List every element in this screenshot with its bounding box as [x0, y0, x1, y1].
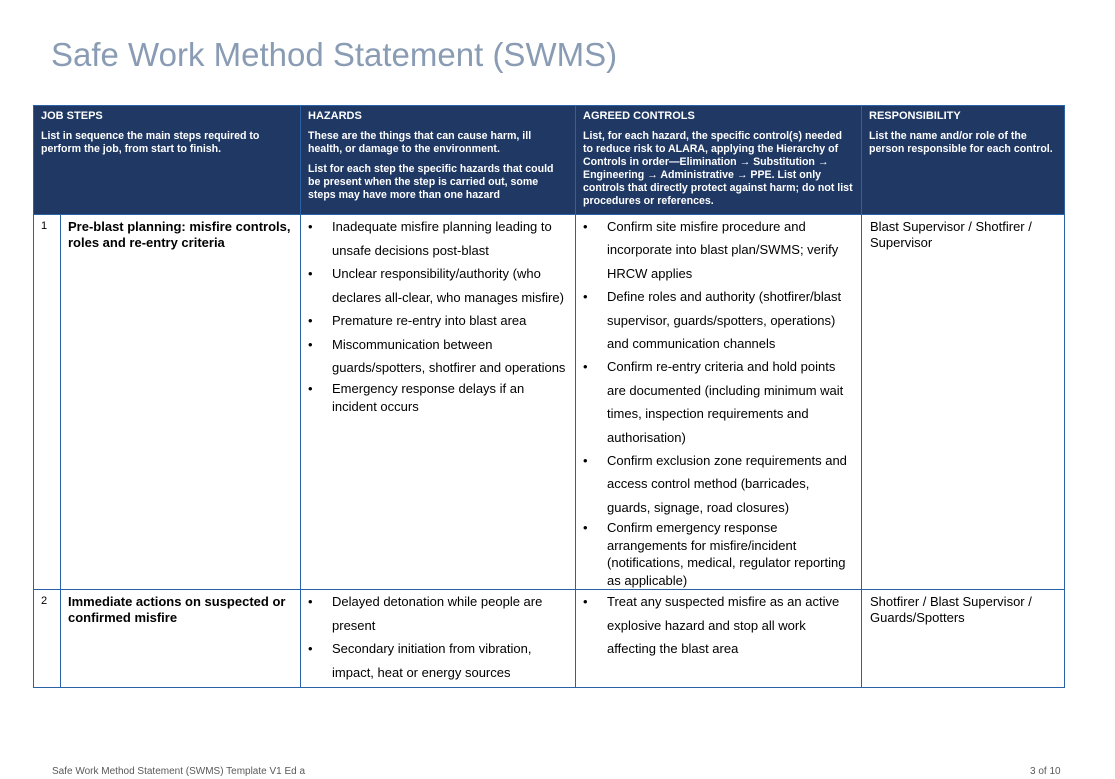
- hazard-item: • Premature re-entry into blast area: [305, 309, 569, 333]
- control-item: • Treat any suspected misfire as an active explosive hazard and stop all work affecting the blast area: [580, 590, 855, 660]
- header-row: [34, 106, 1065, 215]
- header-responsibility: [862, 106, 1065, 215]
- header-job-steps: [34, 106, 301, 215]
- control-item: • Confirm site misfire procedure and incorporate into blast plan/SWMS; verify HRCW applies: [580, 215, 855, 285]
- controls-cell: [576, 590, 862, 688]
- table-row: [34, 590, 1065, 688]
- header-responsibility-title: RESPONSIBILITY: [869, 110, 961, 122]
- header-responsibility-desc: List the name and/or role of the person responsible for each control.: [869, 130, 1053, 155]
- header-job-steps-title: JOB STEPS: [41, 110, 103, 122]
- hazards-cell: [301, 590, 576, 688]
- step-number: 1: [34, 215, 61, 590]
- hazard-item: • Emergency response delays if an incident occurs: [305, 380, 569, 416]
- header-hazards-desc-2: List for each step the specific hazards that could be present when the step is carried out, some steps may have more than one hazard: [308, 163, 554, 201]
- footer-document-name: Safe Work Method Statement (SWMS) Template V1 Ed a: [52, 766, 306, 777]
- step-number: 2: [34, 590, 61, 688]
- controls-list: [580, 215, 855, 589]
- header-hazards-desc-1: These are the things that can cause harm, ill health, or damage to the environment.: [308, 130, 532, 155]
- hazard-item: • Inadequate misfire planning leading to unsafe decisions post-blast: [305, 215, 569, 262]
- control-item: • Define roles and authority (shotfirer/blast supervisor, guards/spotters, operations) and communication channels: [580, 285, 855, 355]
- hazards-cell: [301, 215, 576, 590]
- hazard-item: • Unclear responsibility/authority (who declares all-clear, who manages misfire): [305, 262, 569, 309]
- header-controls-desc: List, for each hazard, the specific control(s) needed to reduce risk to ALARA, applying the Hierarchy of Controls in order—Elimination → Substitution → Engineering → Administrative → PPE. List only controls that directly protect against harm; do not list procedures or references.: [583, 130, 853, 207]
- hazard-item: • Miscommunication between guards/spotters, shotfirer and operations: [305, 333, 569, 380]
- control-item: • Confirm re-entry criteria and hold points are documented (including minimum wait times, inspection requirements and authorisation): [580, 355, 855, 449]
- control-item: • Confirm emergency response arrangements for misfire/incident (notifications, medical, regulator reporting as applicable): [580, 519, 855, 589]
- header-hazards-title: HAZARDS: [308, 110, 362, 122]
- header-hazards: [301, 106, 576, 215]
- control-item: • Confirm exclusion zone requirements and access control method (barricades, guards, signage, road closures): [580, 449, 855, 519]
- responsibility-cell: Shotfirer / Blast Supervisor / Guards/Spotters: [862, 590, 1065, 688]
- table-row: [34, 215, 1065, 590]
- step-description: Pre-blast planning: misfire controls, roles and re-entry criteria: [61, 215, 301, 590]
- controls-cell: [576, 215, 862, 590]
- page-title: Safe Work Method Statement (SWMS): [51, 36, 618, 73]
- responsibility-cell: Blast Supervisor / Shotfirer / Supervisor: [862, 215, 1065, 590]
- header-job-steps-desc: List in sequence the main steps required to perform the job, from start to finish.: [41, 130, 260, 155]
- hazards-list: [305, 590, 569, 684]
- swms-table: [33, 105, 1065, 688]
- header-controls: [576, 106, 862, 215]
- step-description: Immediate actions on suspected or confirmed misfire: [61, 590, 301, 688]
- hazards-list: [305, 215, 569, 416]
- header-controls-title: AGREED CONTROLS: [583, 110, 695, 122]
- controls-list: [580, 590, 855, 660]
- hazard-item: • Delayed detonation while people are present: [305, 590, 569, 637]
- footer-page-number: 3 of 10: [1030, 766, 1061, 777]
- hazard-item: • Secondary initiation from vibration, impact, heat or energy sources: [305, 637, 569, 684]
